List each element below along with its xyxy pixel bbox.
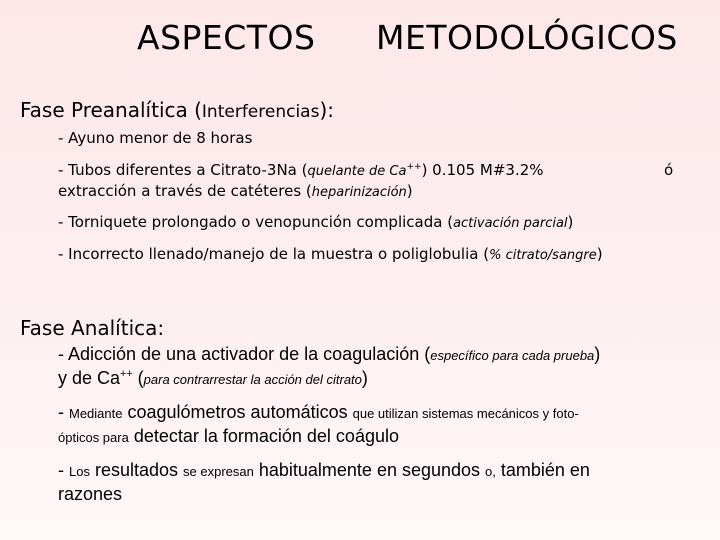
ana-line-razones: razones (58, 484, 123, 504)
tubos-concentration: ) 0.105 M#3.2% (421, 161, 544, 179)
coag-small2: que utilizan sistemas mecánicos y foto- (352, 406, 579, 421)
ana-line-resultados (58, 460, 590, 481)
pre-line-tubos (58, 161, 544, 179)
heading-end: ): (319, 98, 335, 122)
heading-sub: Interferencias (201, 102, 320, 122)
deteccion-text: detectar la formación del coágulo (128, 426, 399, 446)
tubos-note: quelante de Ca (307, 164, 407, 179)
torniquete-end: ) (567, 213, 574, 231)
title-left: ASPECTOS (137, 18, 316, 57)
pre-line-ayuno: - Ayuno menor de 8 horas (58, 129, 253, 147)
torniquete-note: activación parcial (453, 216, 568, 231)
resultados-small2: se expresan (183, 464, 254, 479)
pre-line-or: ó (664, 161, 674, 179)
cateteres-text: extracción a través de catéteres ( (58, 182, 312, 200)
llenado-note: % citrato/sangre (489, 248, 597, 263)
calcio-sup: ++ (120, 368, 133, 380)
resultados-dash: - (58, 460, 69, 480)
tubos-text: - Tubos diferentes a Citrato-3Na ( (58, 161, 308, 179)
llenado-text: - Incorrecto llenado/manejo de la muestra o poliglobulia ( (58, 245, 490, 263)
tubos-sup: ++ (406, 162, 422, 172)
ana-line-coagulometros (58, 402, 579, 423)
torniquete-text: - Torniquete prolongado o venopunción complicada ( (58, 213, 454, 231)
resultados-text3: también en (495, 460, 590, 480)
resultados-text: resultados (89, 460, 184, 480)
pre-line-cateteres (58, 182, 413, 200)
ana-line-activador (58, 344, 600, 365)
calcio-text: y de Ca (58, 368, 121, 388)
pre-line-llenado (58, 245, 603, 263)
ana-line-calcio (58, 368, 368, 389)
calcio-note: para contrarrestar la acción del citrato (143, 372, 362, 387)
resultados-small1: Los (69, 464, 90, 479)
coag-text: coagulómetros automáticos (122, 402, 353, 422)
resultados-small3: o, (485, 464, 496, 479)
activador-note: específico para cada prueba (430, 348, 595, 363)
cateteres-note: heparinización (311, 185, 407, 200)
deteccion-small: ópticos para (58, 430, 129, 445)
pre-line-torniquete (58, 213, 573, 231)
calcio-paren: ( (132, 368, 144, 388)
analitica-heading: Fase Analítica: (20, 316, 165, 340)
ana-line-deteccion (58, 426, 399, 447)
preanalitica-heading (20, 98, 334, 122)
activador-text: - Adicción de una activador de la coagulación ( (58, 344, 431, 364)
coag-dash: - (58, 402, 69, 422)
resultados-text2: habitualmente en segundos (253, 460, 486, 480)
coag-small1: Mediante (69, 406, 123, 421)
activador-end: ) (594, 344, 601, 364)
cateteres-end: ) (406, 182, 413, 200)
llenado-end: ) (596, 245, 603, 263)
heading-text: Fase Preanalítica ( (20, 98, 202, 122)
calcio-end: ) (361, 368, 368, 388)
title-right: METODOLÓGICOS (376, 18, 678, 57)
